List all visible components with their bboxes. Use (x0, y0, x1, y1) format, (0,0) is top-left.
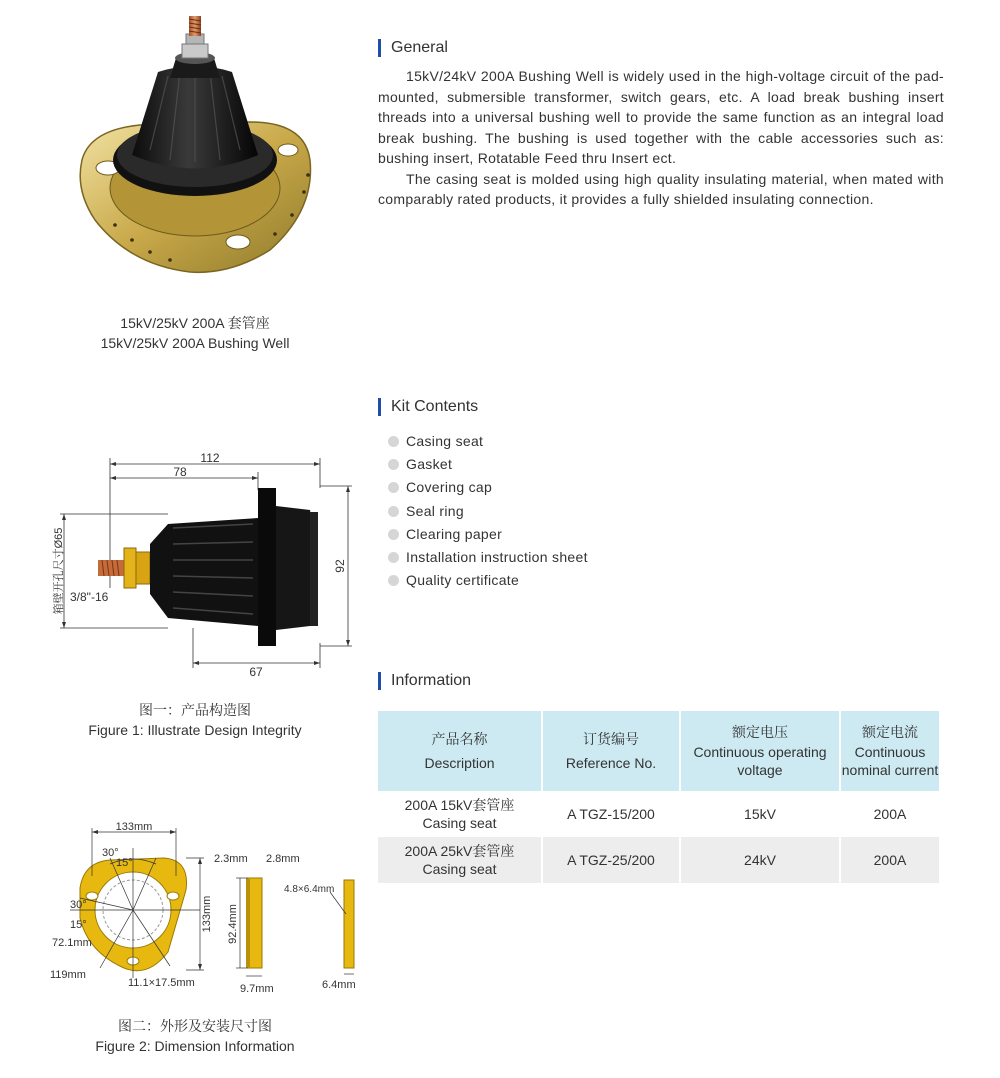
cell-reference: A TGZ-15/200 (542, 791, 680, 837)
thread-size-label: 3/8"-16 (70, 590, 109, 604)
kit-item: Quality certificate (388, 569, 748, 592)
cell-voltage: 24kV (680, 837, 840, 883)
dim-119-label: 119mm (50, 969, 86, 981)
bullet-icon (388, 436, 399, 447)
angle-30-left-label: 30° (70, 899, 87, 911)
dim-112-label: 112 (200, 451, 220, 465)
angle-15-left-label: 15° (70, 919, 87, 931)
header-current: 额定电流 Continuous nominal current (840, 711, 939, 791)
angle-30-top-label: 30° (102, 847, 119, 859)
cell-description: 200A 25kV套管座 Casing seat (378, 837, 542, 883)
dim-92-4-label: 92.4mm (227, 904, 239, 944)
dim-133-width-label: 133mm (115, 821, 153, 833)
figure-1-caption (40, 700, 350, 740)
cell-voltage: 15kV (680, 791, 840, 837)
figure-1-caption-en: Figure 1: Illustrate Design Integrity (88, 722, 302, 738)
figure-2-drawing (40, 818, 370, 1000)
header-reference: 订货编号 Reference No. (542, 711, 680, 791)
figure-1-caption-cn: 图一：产品构造图 (139, 702, 251, 718)
dim-92-label: 92 (333, 559, 347, 573)
kit-item: Installation instruction sheet (388, 546, 748, 569)
dim-9-7-label: 9.7mm (240, 983, 274, 995)
dim-6-4-label: 6.4mm (322, 979, 356, 991)
dim-67-label: 67 (249, 665, 263, 679)
bullet-icon (388, 552, 399, 563)
panel-hole-label: 箱壁开孔尺寸Ø65 (53, 527, 65, 615)
bullet-icon (388, 506, 399, 517)
product-caption-en: 15kV/25kV 200A Bushing Well (100, 335, 290, 351)
figure-2-caption (50, 1016, 340, 1056)
figure-1-drawing (48, 448, 358, 688)
figure-2-caption-en: Figure 2: Dimension Information (95, 1038, 295, 1054)
general-paragraph-1: 15kV/24kV 200A Bushing Well is widely used in the high-voltage circuit of the pad-mounted, submersible transformer, switch gears, etc. A load break bushing insert threads into a universal bushing well to provide the same function as an integral load break bushing. The bushing is used together with the cable accessories such as: bushing insert, Rotatable Feed thru Insert ect. (378, 68, 944, 166)
header-voltage: 额定电压 Continuous operating voltage (680, 711, 840, 791)
dim-4-8x6-4-label: 4.8×6.4mm (284, 884, 335, 895)
product-caption (60, 313, 330, 353)
bullet-icon (388, 575, 399, 586)
general-description (378, 66, 944, 210)
kit-item: Covering cap (388, 476, 748, 499)
bullet-icon (388, 529, 399, 540)
cell-reference: A TGZ-25/200 (542, 837, 680, 883)
header-description: 产品名称 Description (378, 711, 542, 791)
slot-size-label: 11.1×17.5mm (128, 977, 195, 989)
kit-contents-title: Kit Contents (378, 398, 478, 416)
kit-item: Gasket (388, 453, 748, 476)
table-header-row (378, 711, 939, 791)
kit-item: Seal ring (388, 500, 748, 523)
general-title: General (378, 39, 448, 57)
cell-description: 200A 15kV套管座 Casing seat (378, 791, 542, 837)
information-title: Information (378, 672, 471, 690)
bullet-icon (388, 482, 399, 493)
dim-2-3-label: 2.3mm (214, 853, 248, 865)
kit-contents-list (388, 430, 748, 592)
kit-item: Casing seat (388, 430, 748, 453)
bullet-icon (388, 459, 399, 470)
cell-current: 200A (873, 806, 907, 822)
information-table (378, 711, 939, 883)
dim-78-label: 78 (173, 465, 187, 479)
dim-72-label: 72.1mm (52, 937, 92, 949)
table-row (378, 791, 939, 837)
general-paragraph-2: The casing seat is molded using high quality insulating material, when mated with comparably rated products, it provides a fully shielded insulating connection. (378, 170, 944, 207)
dim-2-8-label: 2.8mm (266, 853, 300, 865)
product-photo (70, 10, 320, 300)
figure-2-caption-cn: 图二：外形及安装尺寸图 (118, 1018, 272, 1034)
table-row (378, 837, 939, 883)
kit-item: Clearing paper (388, 523, 748, 546)
dim-133-height-label: 133mm (201, 895, 213, 933)
product-caption-cn: 15kV/25kV 200A 套管座 (120, 315, 270, 331)
cell-current: 200A (840, 837, 939, 883)
angle-15-top-label: 15° (116, 857, 133, 869)
